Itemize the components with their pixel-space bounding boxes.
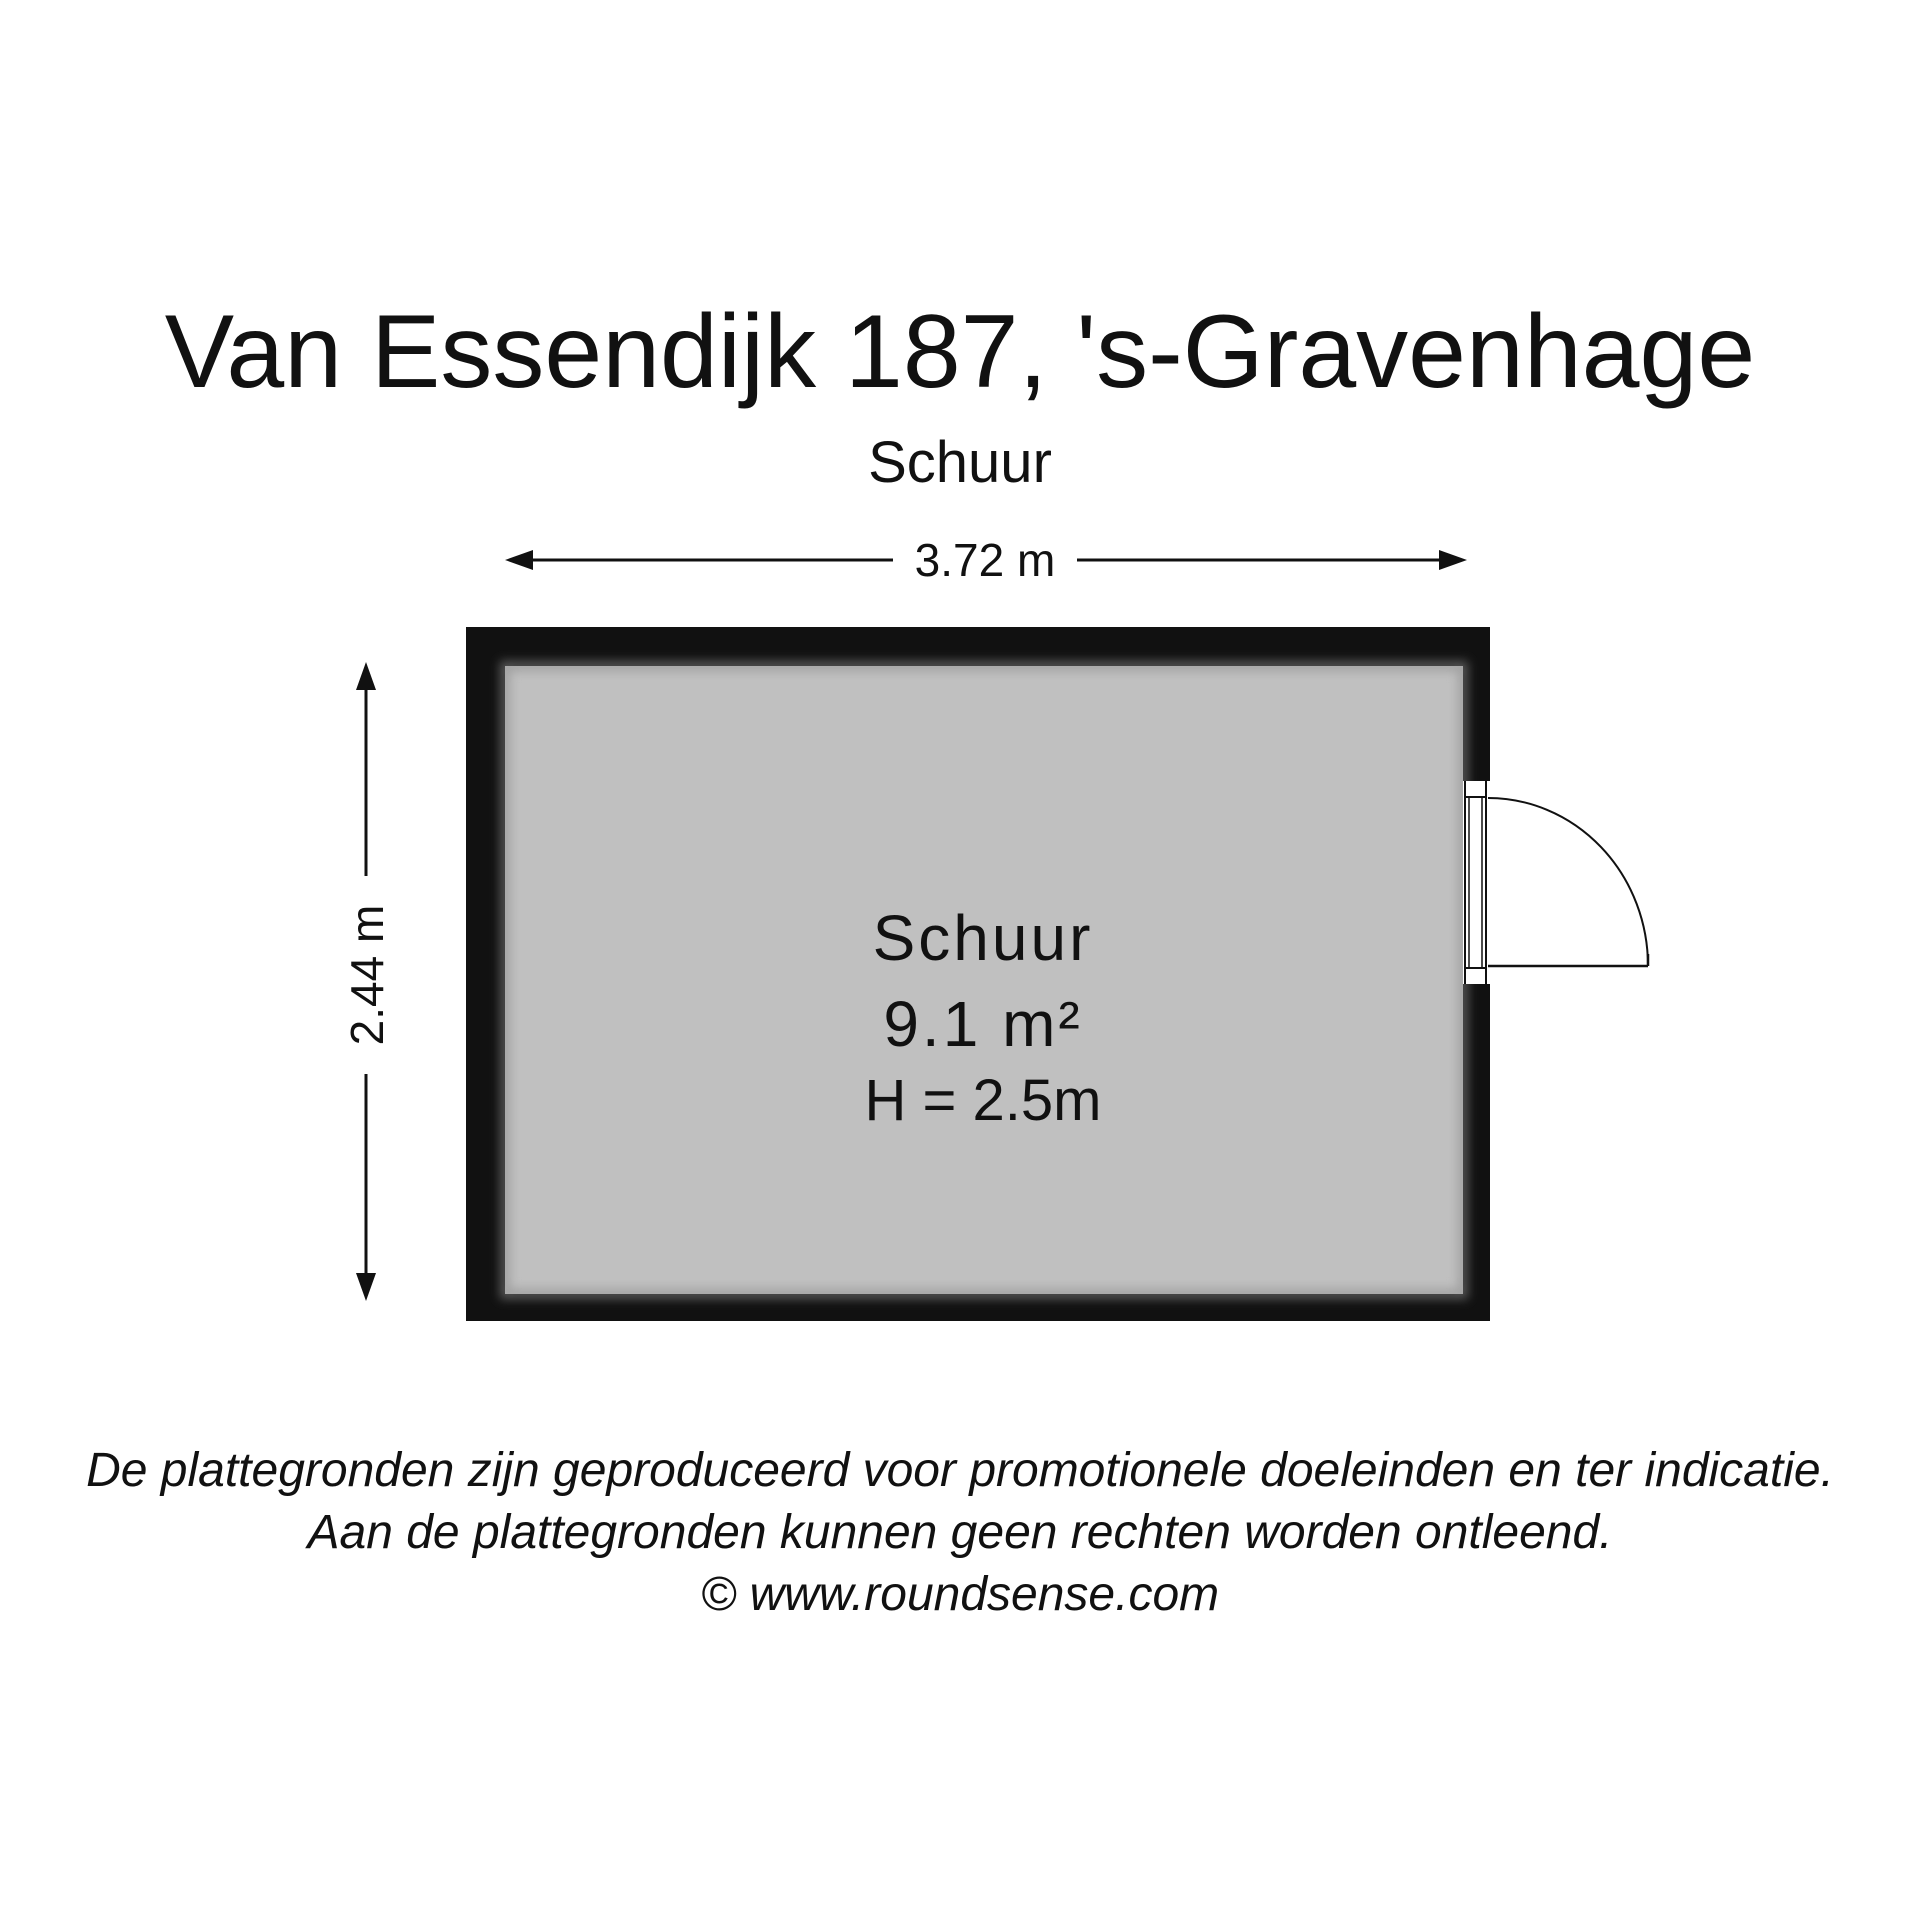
floor-subtitle: Schuur bbox=[868, 430, 1052, 495]
disclaimer-line-2: Aan de plattegronden kunnen geen rechten worden ontleend. bbox=[307, 1506, 1613, 1559]
arrow-left-icon bbox=[505, 550, 533, 570]
arrow-right-icon bbox=[1439, 550, 1467, 570]
door-swing-arc bbox=[1488, 798, 1648, 966]
door bbox=[1463, 781, 1648, 984]
room-height: H = 2.5m bbox=[864, 1068, 1102, 1133]
room-name: Schuur bbox=[872, 902, 1094, 974]
plan-title: Van Essendijk 187, 's-Gravenhage bbox=[164, 294, 1756, 410]
height-dimension bbox=[341, 662, 393, 1301]
arrow-down-icon bbox=[356, 1273, 376, 1301]
disclaimer bbox=[0, 1440, 1920, 1626]
arrow-up-icon bbox=[356, 662, 376, 690]
copyright-line: © www.roundsense.com bbox=[700, 1568, 1220, 1621]
room-floor bbox=[505, 666, 1463, 1294]
width-label: 3.72 m bbox=[914, 534, 1056, 586]
height-label: 2.44 m bbox=[341, 904, 393, 1046]
width-dimension bbox=[505, 534, 1467, 586]
disclaimer-line-1: De plattegronden zijn geproduceerd voor promotionele doeleinden en ter indicatie. bbox=[86, 1444, 1834, 1497]
room-area: 9.1 m² bbox=[883, 988, 1083, 1060]
